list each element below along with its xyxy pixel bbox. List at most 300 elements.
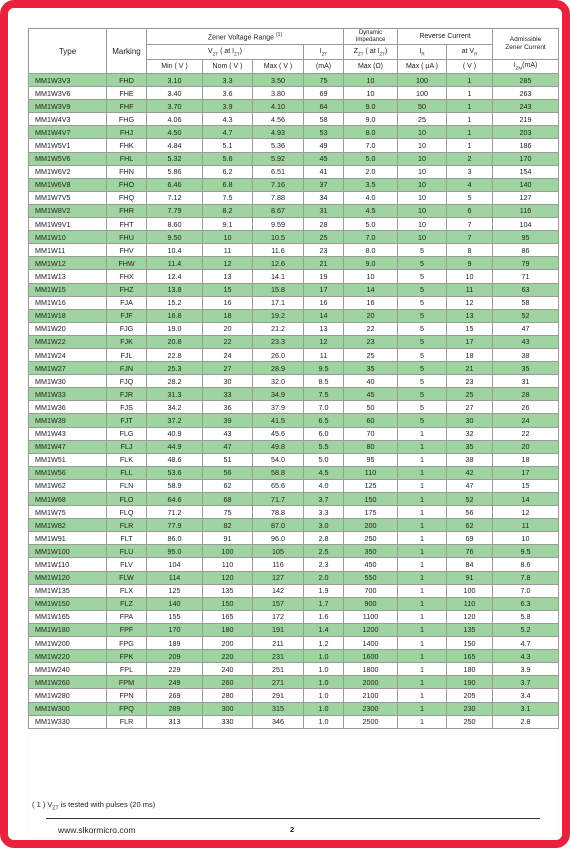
table-cell: 95.0 — [147, 545, 203, 558]
table-cell: MM1W3V9 — [29, 100, 107, 113]
table-cell: 24 — [493, 414, 559, 427]
table-cell: 95 — [493, 231, 559, 244]
table-cell: MM1W16 — [29, 296, 107, 309]
table-cell: 1 — [398, 610, 447, 623]
col-vzt: $V_{ZT}$ ( at $I_{ZT}$) — [147, 45, 304, 60]
table-cell: 100 — [398, 74, 447, 87]
table-cell: 32.0 — [253, 375, 304, 388]
table-cell: 180 — [447, 663, 493, 676]
table-cell: 150 — [203, 597, 253, 610]
table-cell: 6.51 — [253, 165, 304, 178]
table-cell: 4 — [447, 178, 493, 191]
table-row — [29, 152, 559, 165]
table-row — [29, 375, 559, 388]
zener-spec-table — [28, 28, 559, 729]
table-row — [29, 623, 559, 636]
table-cell: 3.1 — [493, 702, 559, 715]
table-cell: 20 — [493, 440, 559, 453]
table-row — [29, 453, 559, 466]
table-cell: 64.6 — [147, 493, 203, 506]
table-cell: 14 — [493, 493, 559, 506]
table-row — [29, 204, 559, 217]
table-cell: 22 — [344, 322, 398, 335]
table-cell: 172 — [253, 610, 304, 623]
col-group-dynamic-impedance: Dynamic Impedance — [344, 29, 398, 45]
table-cell: 11.6 — [253, 244, 304, 257]
table-cell: 11 — [493, 519, 559, 532]
table-cell: 10 — [203, 231, 253, 244]
table-cell: 11 — [447, 283, 493, 296]
table-cell: 64 — [304, 100, 344, 113]
table-cell: 71 — [493, 270, 559, 283]
table-cell: 5.5 — [304, 440, 344, 453]
table-cell: 105 — [253, 545, 304, 558]
table-cell: 2100 — [344, 689, 398, 702]
table-cell: 17 — [493, 466, 559, 479]
table-cell: MM1W165 — [29, 610, 107, 623]
table-cell: FJG — [107, 322, 147, 335]
table-cell: 1 — [398, 597, 447, 610]
table-row — [29, 479, 559, 492]
table-cell: 34.2 — [147, 401, 203, 414]
table-cell: 9.5 — [304, 362, 344, 375]
table-cell: FPA — [107, 610, 147, 623]
table-cell: 350 — [344, 545, 398, 558]
table-cell: 116 — [253, 558, 304, 571]
table-cell: 16.8 — [147, 309, 203, 322]
table-cell: 240 — [203, 663, 253, 676]
table-cell: 150 — [447, 637, 493, 650]
table-cell: 5 — [398, 322, 447, 335]
table-cell: 3.10 — [147, 74, 203, 87]
table-cell: 1.4 — [304, 623, 344, 636]
table-cell: 12 — [447, 296, 493, 309]
table-cell: 25 — [304, 231, 344, 244]
table-cell: 13 — [304, 322, 344, 335]
table-cell: 4.5 — [344, 204, 398, 217]
table-cell: 13 — [203, 270, 253, 283]
table-cell: 65.6 — [253, 479, 304, 492]
table-cell: 12.4 — [147, 270, 203, 283]
table-cell: 220 — [203, 650, 253, 663]
table-row — [29, 558, 559, 571]
table-cell: 23 — [344, 335, 398, 348]
table-cell: 2000 — [344, 676, 398, 689]
table-cell: MM1W5V6 — [29, 152, 107, 165]
table-row — [29, 506, 559, 519]
table-row — [29, 126, 559, 139]
col-vr: at $V_R$ — [447, 45, 493, 60]
table-cell: 1.0 — [304, 650, 344, 663]
table-cell: MM1W22 — [29, 335, 107, 348]
table-cell: MM1W9V1 — [29, 218, 107, 231]
table-cell: 16 — [344, 296, 398, 309]
table-row — [29, 178, 559, 191]
table-cell: 28 — [304, 218, 344, 231]
table-cell: 28 — [493, 388, 559, 401]
col-group-reverse-current: Reverse Current — [398, 29, 493, 45]
table-cell: 209 — [147, 650, 203, 663]
table-cell: FJT — [107, 414, 147, 427]
col-zzt: $Z_{ZT}$ ( at $I_{ZT}$) — [344, 45, 398, 60]
table-row — [29, 388, 559, 401]
table-cell: FHQ — [107, 191, 147, 204]
table-cell: 140 — [147, 597, 203, 610]
table-cell: 1 — [447, 100, 493, 113]
table-cell: 49 — [304, 139, 344, 152]
table-cell: 154 — [493, 165, 559, 178]
spec-table-body — [29, 74, 559, 729]
table-cell: 7.88 — [253, 191, 304, 204]
table-cell: 170 — [493, 152, 559, 165]
table-cell: 8.67 — [253, 204, 304, 217]
table-cell: FLU — [107, 545, 147, 558]
table-cell: 1.6 — [304, 610, 344, 623]
table-cell: MM1W20 — [29, 322, 107, 335]
table-row — [29, 401, 559, 414]
table-cell: FPN — [107, 689, 147, 702]
table-cell: 34.9 — [253, 388, 304, 401]
table-row — [29, 466, 559, 479]
table-cell: 450 — [344, 558, 398, 571]
table-cell: 22 — [493, 427, 559, 440]
table-cell: FPG — [107, 637, 147, 650]
table-cell: FHO — [107, 178, 147, 191]
table-cell: 250 — [344, 532, 398, 545]
table-cell: 5 — [398, 362, 447, 375]
table-row — [29, 597, 559, 610]
table-cell: 175 — [344, 506, 398, 519]
table-cell: FLJ — [107, 440, 147, 453]
table-cell: 9 — [447, 257, 493, 270]
table-cell: 100 — [203, 545, 253, 558]
table-cell: 10.4 — [147, 244, 203, 257]
table-cell: 71.2 — [147, 506, 203, 519]
table-cell: 10 — [398, 231, 447, 244]
table-cell: 40 — [344, 375, 398, 388]
table-cell: FLV — [107, 558, 147, 571]
col-izm: $I_{ZM}(mA)$ — [493, 60, 559, 74]
table-cell: 9.50 — [147, 231, 203, 244]
table-cell: 82 — [203, 519, 253, 532]
table-cell: MM1W110 — [29, 558, 107, 571]
table-cell: 4.5 — [304, 466, 344, 479]
table-cell: 200 — [344, 519, 398, 532]
table-cell: 346 — [253, 715, 304, 728]
table-cell: 1 — [398, 545, 447, 558]
table-cell: 4.3 — [493, 650, 559, 663]
table-cell: 19.0 — [147, 322, 203, 335]
page-number: 2 — [290, 825, 295, 834]
table-cell: 86 — [493, 244, 559, 257]
table-cell: 2.8 — [304, 532, 344, 545]
table-cell: 12 — [493, 506, 559, 519]
table-cell: 56 — [447, 506, 493, 519]
table-cell: 5 — [398, 388, 447, 401]
table-row — [29, 493, 559, 506]
table-cell: 43 — [493, 335, 559, 348]
table-cell: 1 — [447, 113, 493, 126]
table-row — [29, 257, 559, 270]
col-ir-unit: Max ( µA ) — [398, 60, 447, 74]
col-min: Min ( V ) — [147, 60, 203, 74]
table-cell: 3.40 — [147, 87, 203, 100]
table-cell: FLW — [107, 571, 147, 584]
table-row — [29, 532, 559, 545]
table-cell: 285 — [493, 74, 559, 87]
table-cell: 1 — [398, 427, 447, 440]
table-cell: MM1W12 — [29, 257, 107, 270]
table-cell: FPF — [107, 623, 147, 636]
table-cell: 44.9 — [147, 440, 203, 453]
table-cell: 5.8 — [493, 610, 559, 623]
table-row — [29, 87, 559, 100]
table-cell: 11 — [304, 348, 344, 361]
table-cell: 1 — [447, 87, 493, 100]
table-cell: 8.0 — [344, 244, 398, 257]
table-cell: 3.70 — [147, 100, 203, 113]
table-cell: 11 — [203, 244, 253, 257]
table-cell: 4.93 — [253, 126, 304, 139]
table-cell: 5 — [447, 191, 493, 204]
table-cell: 25 — [447, 388, 493, 401]
table-cell: MM1W68 — [29, 493, 107, 506]
table-cell: 189 — [147, 637, 203, 650]
table-cell: 10 — [398, 204, 447, 217]
table-cell: MM1W280 — [29, 689, 107, 702]
table-cell: 7 — [447, 231, 493, 244]
table-cell: 1 — [398, 519, 447, 532]
table-cell: 91 — [447, 571, 493, 584]
table-cell: 22.8 — [147, 348, 203, 361]
table-cell: 8.60 — [147, 218, 203, 231]
table-row — [29, 283, 559, 296]
table-cell: 8.2 — [203, 204, 253, 217]
table-cell: 7.0 — [493, 584, 559, 597]
table-row — [29, 689, 559, 702]
table-cell: 1 — [398, 440, 447, 453]
table-cell: FHD — [107, 74, 147, 87]
table-cell: 6.0 — [304, 427, 344, 440]
table-cell: FHR — [107, 204, 147, 217]
footer-website: www.slkormicro.com — [58, 825, 136, 835]
table-cell: 260 — [203, 676, 253, 689]
table-cell: 165 — [203, 610, 253, 623]
table-cell: 40.9 — [147, 427, 203, 440]
table-cell: 125 — [344, 479, 398, 492]
table-cell: 13 — [447, 309, 493, 322]
col-marking: Marking — [107, 29, 147, 74]
table-cell: MM1W150 — [29, 597, 107, 610]
table-row — [29, 427, 559, 440]
table-cell: MM1W7V5 — [29, 191, 107, 204]
table-row — [29, 637, 559, 650]
table-row — [29, 650, 559, 663]
table-cell: 34 — [304, 191, 344, 204]
table-cell: 6.8 — [203, 178, 253, 191]
table-cell: FLT — [107, 532, 147, 545]
table-cell: 17 — [304, 283, 344, 296]
table-cell: 58.9 — [147, 479, 203, 492]
table-cell: MM1W3V3 — [29, 74, 107, 87]
table-cell: 30 — [203, 375, 253, 388]
table-cell: MM1W18 — [29, 309, 107, 322]
table-cell: FLR — [107, 715, 147, 728]
table-cell: 6.5 — [304, 414, 344, 427]
table-cell: MM1W3V6 — [29, 87, 107, 100]
table-cell: MM1W6V8 — [29, 178, 107, 191]
table-cell: FLO — [107, 493, 147, 506]
table-cell: 5 — [398, 335, 447, 348]
table-cell: 9.0 — [344, 257, 398, 270]
table-cell: 58 — [304, 113, 344, 126]
table-cell: 1 — [447, 74, 493, 87]
table-cell: 5.6 — [203, 152, 253, 165]
table-cell: 53 — [304, 126, 344, 139]
table-cell: 21 — [447, 362, 493, 375]
table-cell: 62 — [203, 479, 253, 492]
table-cell: 5 — [398, 270, 447, 283]
table-cell: 77.9 — [147, 519, 203, 532]
table-row — [29, 244, 559, 257]
table-cell: MM1W82 — [29, 519, 107, 532]
table-cell: 1 — [398, 637, 447, 650]
table-cell: 52 — [493, 309, 559, 322]
footer-divider — [46, 818, 540, 819]
table-cell: 1 — [398, 479, 447, 492]
table-cell: MM1W135 — [29, 584, 107, 597]
table-cell: FPQ — [107, 702, 147, 715]
table-cell: 3.9 — [203, 100, 253, 113]
table-cell: 70 — [344, 427, 398, 440]
table-cell: 157 — [253, 597, 304, 610]
table-cell: MM1W200 — [29, 637, 107, 650]
table-cell: 190 — [447, 676, 493, 689]
table-cell: 4.7 — [203, 126, 253, 139]
table-cell: 8.0 — [344, 126, 398, 139]
col-max: Max ( V ) — [253, 60, 304, 74]
table-cell: FJK — [107, 335, 147, 348]
table-cell: FHG — [107, 113, 147, 126]
table-cell: 6.3 — [493, 597, 559, 610]
table-cell: 86.0 — [147, 532, 203, 545]
table-cell: 5.0 — [344, 152, 398, 165]
table-cell: 52 — [447, 493, 493, 506]
table-cell: FLZ — [107, 597, 147, 610]
table-cell: 2.0 — [344, 165, 398, 178]
table-cell: 900 — [344, 597, 398, 610]
table-cell: MM1W91 — [29, 532, 107, 545]
table-cell: MM1W5V1 — [29, 139, 107, 152]
table-cell: 23 — [447, 375, 493, 388]
table-cell: 7.8 — [493, 571, 559, 584]
table-cell: 1800 — [344, 663, 398, 676]
table-cell: 9.59 — [253, 218, 304, 231]
table-cell: MM1W180 — [29, 623, 107, 636]
table-cell: FLK — [107, 453, 147, 466]
table-cell: 71.7 — [253, 493, 304, 506]
table-cell: MM1W62 — [29, 479, 107, 492]
table-cell: MM1W220 — [29, 650, 107, 663]
table-cell: 100 — [447, 584, 493, 597]
table-cell: 200 — [203, 637, 253, 650]
table-cell: 3.50 — [253, 74, 304, 87]
table-cell: 47 — [203, 440, 253, 453]
table-cell: 1 — [398, 650, 447, 663]
table-cell: 249 — [147, 676, 203, 689]
table-row — [29, 139, 559, 152]
table-row — [29, 335, 559, 348]
table-cell: 116 — [493, 204, 559, 217]
table-cell: 110 — [344, 466, 398, 479]
table-cell: 3.0 — [304, 519, 344, 532]
table-cell: 31.3 — [147, 388, 203, 401]
table-cell: 10 — [398, 165, 447, 178]
table-cell: 27 — [203, 362, 253, 375]
table-cell: FLN — [107, 479, 147, 492]
table-cell: 87.0 — [253, 519, 304, 532]
table-row — [29, 663, 559, 676]
table-cell: FPL — [107, 663, 147, 676]
table-cell: 1 — [398, 663, 447, 676]
table-cell: 11.4 — [147, 257, 203, 270]
table-cell: 10 — [398, 191, 447, 204]
table-cell: FHN — [107, 165, 147, 178]
table-cell: FHF — [107, 100, 147, 113]
table-cell: 150 — [344, 493, 398, 506]
table-cell: FHX — [107, 270, 147, 283]
table-cell: 2.5 — [304, 545, 344, 558]
table-cell: MM1W15 — [29, 283, 107, 296]
table-cell: 38 — [447, 453, 493, 466]
table-cell: 14.1 — [253, 270, 304, 283]
table-cell: 219 — [493, 113, 559, 126]
table-cell: 5 — [398, 401, 447, 414]
table-cell: 96.0 — [253, 532, 304, 545]
table-cell: 45 — [344, 388, 398, 401]
table-cell: 2 — [447, 152, 493, 165]
table-cell: 33 — [203, 388, 253, 401]
table-cell: 47 — [447, 479, 493, 492]
table-cell: 58 — [493, 296, 559, 309]
table-cell: 7.0 — [304, 401, 344, 414]
table-cell: 1 — [398, 584, 447, 597]
table-cell: 5 — [398, 257, 447, 270]
table-cell: 3.80 — [253, 87, 304, 100]
table-cell: 22 — [203, 335, 253, 348]
table-cell: 7 — [447, 218, 493, 231]
table-cell: 8 — [447, 244, 493, 257]
table-row — [29, 519, 559, 532]
footnote: ( 1 ) $V_{ZT}$ is tested with pulses (20 ms) — [32, 800, 156, 812]
table-cell: 135 — [447, 623, 493, 636]
table-cell: 18 — [447, 348, 493, 361]
table-cell: 26.0 — [253, 348, 304, 361]
table-row — [29, 218, 559, 231]
table-cell: 50 — [398, 100, 447, 113]
table-cell: MM1W33 — [29, 388, 107, 401]
table-cell: 3.4 — [493, 689, 559, 702]
table-cell: 135 — [203, 584, 253, 597]
table-cell: 203 — [493, 126, 559, 139]
table-cell: 10 — [447, 270, 493, 283]
table-row — [29, 74, 559, 87]
table-cell: 1.0 — [304, 715, 344, 728]
table-cell: MM1W4V3 — [29, 113, 107, 126]
table-cell: 269 — [147, 689, 203, 702]
table-row — [29, 231, 559, 244]
table-cell: 35 — [493, 362, 559, 375]
